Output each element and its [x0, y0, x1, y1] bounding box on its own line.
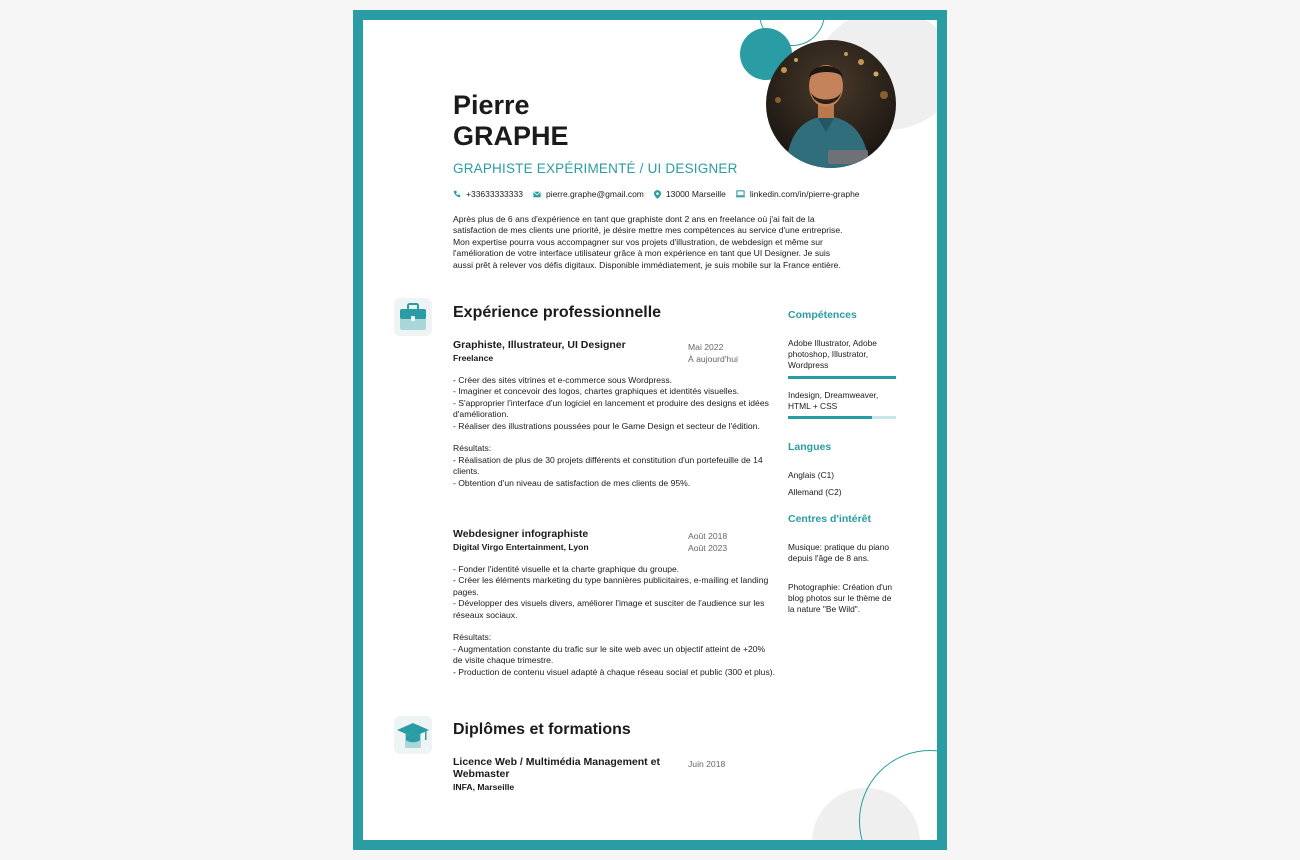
- skill-bar: [788, 376, 896, 379]
- education-entry: [453, 756, 685, 792]
- job-date-end: À aujourd'hui: [688, 354, 738, 364]
- job-description: - Fonder l'identité visuelle et la charte graphique du groupe. - Créer les éléments marketing du type bannières publicitaires, e-mailing et landing pages. - Développer des visuels divers, améliorer l'image et susciter de l'audience sur les réseaux sociaux. Résultats: - Augmentation constante du trafic sur le site web avec un objectif atteint de +20% de visite chaque trimestre. - Production de contenu visuel adapté à chaque réseau social et public (300 et plus).: [453, 564, 775, 677]
- languages-heading: [788, 441, 896, 453]
- skills-heading-text: Compétences: [788, 309, 857, 321]
- contact-email[interactable]: [533, 189, 644, 199]
- interest-item: Photographie: Création d'un blog photos sur le thème de la nature "Be Wild".: [788, 582, 893, 615]
- last-name: GRAPHE: [453, 121, 569, 151]
- job-entry: [453, 339, 693, 363]
- interest-item: Musique: pratique du piano depuis l'âge de 8 ans.: [788, 542, 890, 564]
- phone-icon: [453, 190, 461, 198]
- resume-page: [353, 10, 947, 850]
- degree-school: INFA, Marseille: [453, 782, 515, 792]
- interests-heading: [788, 513, 896, 525]
- language-item: Anglais (C1): [788, 470, 835, 480]
- phone-number: +33633333333: [466, 189, 523, 199]
- job-company: Digital Virgo Entertainment, Lyon: [453, 542, 589, 552]
- skill-label: Indesign, Dreamweaver, HTML + CSS: [788, 390, 879, 412]
- person-name: [453, 90, 569, 152]
- skill-bar-fill: [788, 416, 872, 419]
- job-title: Graphiste, Illustrateur, UI Designer: [453, 339, 626, 351]
- email-icon: [533, 191, 541, 198]
- briefcase-icon: [394, 298, 432, 336]
- job-date-start: Mai 2022: [688, 342, 724, 352]
- skills-heading: [788, 309, 896, 321]
- location-icon: [654, 190, 661, 199]
- degree-title: Licence Web / Multimédia Management et Webmaster: [453, 756, 660, 780]
- decorative-arc: [859, 750, 947, 850]
- job-dates: [688, 530, 727, 554]
- education-heading: Diplômes et formations: [453, 721, 631, 738]
- job-entry: [453, 528, 693, 552]
- skill-bar: [788, 416, 896, 419]
- contact-linkedin[interactable]: [736, 189, 860, 199]
- job-date-end: Août 2023: [688, 543, 728, 553]
- contact-phone[interactable]: [453, 189, 523, 199]
- profile-summary: Après plus de 6 ans d'expérience en tant que graphiste dont 2 ans en freelance où j'ai fait de la satisfaction de mes clients une priorité, je désire mettre mes compétences au service d'une entreprise. Mon expertise pourra vous accompagner sur vos projets d'illustration, de webdesign et même sur l'amélioration de votre interface utilisateur grâce à mon expérience en tant que UI Designer. Je suis aussi prêt à relever vos défis digitaux. Disponible immédiatement, je suis mobile sur la France entière.: [453, 214, 843, 270]
- experience-heading: Expérience professionnelle: [453, 304, 662, 321]
- email-address: pierre.graphe@gmail.com: [545, 189, 644, 199]
- linkedin-icon: [736, 190, 745, 198]
- location-text: 13000 Marseille: [665, 189, 726, 199]
- linkedin-url: linkedin.com/in/pierre-graphe: [749, 189, 860, 199]
- job-headline: GRAPHISTE EXPÉRIMENTÉ / UI DESIGNER: [453, 161, 738, 176]
- degree-date: Juin 2018: [688, 759, 726, 769]
- job-company: Freelance: [453, 353, 494, 363]
- graduation-cap-icon: [394, 716, 432, 754]
- job-date-start: Août 2018: [688, 531, 728, 541]
- skill-label: Adobe Illustrator, Adobe photoshop, Illustrator, Wordpress: [788, 338, 877, 371]
- profile-photo: [766, 40, 896, 168]
- contact-location: [654, 189, 726, 199]
- language-item: Allemand (C2): [788, 487, 842, 497]
- skill-item: [788, 390, 896, 419]
- first-name: Pierre: [453, 90, 530, 120]
- skill-item: [788, 338, 896, 379]
- languages-heading-text: Langues: [788, 441, 832, 453]
- job-dates: [688, 341, 738, 365]
- job-title: Webdesigner infographiste: [453, 528, 589, 540]
- contact-bar: [453, 189, 860, 199]
- interests-heading-text: Centres d'intérêt: [788, 513, 872, 525]
- skill-bar-fill: [788, 376, 896, 379]
- job-description: - Créer des sites vitrines et e-commerce sous Wordpress. - Imaginer et concevoir des logos, chartes graphiques et identités visuelles. - S'approprier l'interface d'un logiciel en lancement et produire des designs et idées d'amélioration. - Réaliser des illustrations poussées pour le Game Design et secteur de l'édition. Résultats: - Réalisation de plus de 30 projets différents et constitution d'un portefeuille de 14 clients. - Obtention d'un niveau de satisfaction de mes clients de 95%.: [453, 375, 769, 488]
